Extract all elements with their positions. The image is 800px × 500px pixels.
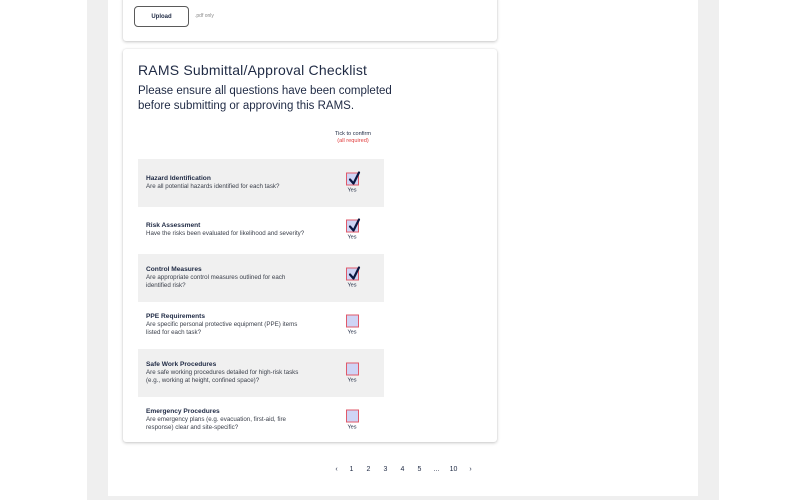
confirm-checkbox[interactable] (346, 220, 359, 233)
page-button[interactable]: 2 (366, 466, 371, 473)
checkbox-label: Yes (347, 329, 357, 336)
checklist-item-text (146, 266, 306, 290)
checklist-item-text (146, 361, 306, 385)
page-button[interactable]: 3 (383, 466, 388, 473)
confirm-checkbox[interactable] (346, 172, 359, 185)
checklist-item-description: Are specific personal protective equipment (PPE) items listed for each task? (146, 321, 298, 337)
checklist-item-title: Control Measures (146, 265, 202, 273)
checklist-item-description: Are emergency plans (e.g. evacuation, first-aid, fire response) clear and site-specific? (146, 416, 286, 432)
checklist-row (138, 254, 384, 302)
checkbox-label: Yes (347, 234, 357, 241)
checkbox-label: Yes (347, 187, 357, 194)
checkmark-icon (347, 170, 363, 186)
checklist-row (138, 302, 384, 350)
page-button-last[interactable]: 10 (449, 466, 458, 473)
confirm-checkbox[interactable] (346, 362, 359, 375)
checklist-title: RAMS Submittal/Approval Checklist (138, 62, 368, 78)
checkbox-label: Yes (347, 424, 357, 431)
checkbox-group (344, 172, 360, 193)
checkbox-group (344, 362, 360, 383)
checkbox-group (344, 315, 360, 336)
checkmark-icon (347, 265, 363, 281)
checklist-card (123, 49, 497, 442)
checklist-row (138, 397, 384, 445)
confirm-checkbox[interactable] (346, 267, 359, 280)
checklist-row (138, 207, 384, 255)
checklist-row (138, 159, 384, 207)
checkbox-label: Yes (347, 282, 357, 289)
pagination-ellipsis: ... (433, 466, 440, 473)
prev-page-button[interactable]: ‹ (335, 466, 338, 473)
checkbox-group (344, 220, 360, 241)
checkbox-group (344, 410, 360, 431)
page-button[interactable]: 4 (400, 466, 405, 473)
checklist-item-title: PPE Requirements (146, 313, 205, 321)
checklist-item-description: Are appropriate control measures outlined for each identified risk? (146, 273, 286, 289)
upload-card (123, 0, 497, 41)
pagination (330, 466, 479, 473)
checklist-rows (138, 159, 384, 444)
checklist-item-title: Risk Assessment (146, 222, 201, 230)
checklist-item-text (146, 408, 306, 432)
checkmark-icon (347, 218, 363, 234)
checklist-item-title: Safe Work Procedures (146, 360, 217, 368)
checklist-item-title: Emergency Procedures (146, 408, 220, 416)
checklist-item-description: Are safe working procedures detailed for high-risk tasks (e.g., working at height, confined space)? (146, 368, 299, 384)
checkbox-group (344, 267, 360, 288)
checklist-item-description: Have the risks been evaluated for likelihood and severity? (146, 230, 305, 238)
page-button[interactable]: 1 (349, 466, 354, 473)
checklist-item-text (146, 222, 306, 238)
checklist-subtitle: Please ensure all questions have been completed before submitting or approving this RAMS. (138, 85, 392, 112)
page-button[interactable]: 5 (417, 466, 422, 473)
next-page-button[interactable]: › (469, 466, 472, 473)
confirm-checkbox[interactable] (346, 315, 359, 328)
checklist-item-title: Hazard Identification (146, 174, 211, 182)
required-note: (all required) (337, 138, 369, 144)
checklist-item-text (146, 313, 306, 337)
checkbox-label: Yes (347, 377, 357, 384)
checklist-row (138, 349, 384, 397)
confirm-column-header (323, 131, 383, 145)
upload-button[interactable]: Upload (134, 6, 189, 27)
checklist-item-description: Are all potential hazards identified for each task? (146, 182, 280, 190)
confirm-checkbox[interactable] (346, 410, 359, 423)
confirm-column-label: Tick to confirm (334, 131, 372, 137)
file-type-note: .pdf only (195, 13, 214, 19)
checklist-item-text (146, 175, 306, 191)
